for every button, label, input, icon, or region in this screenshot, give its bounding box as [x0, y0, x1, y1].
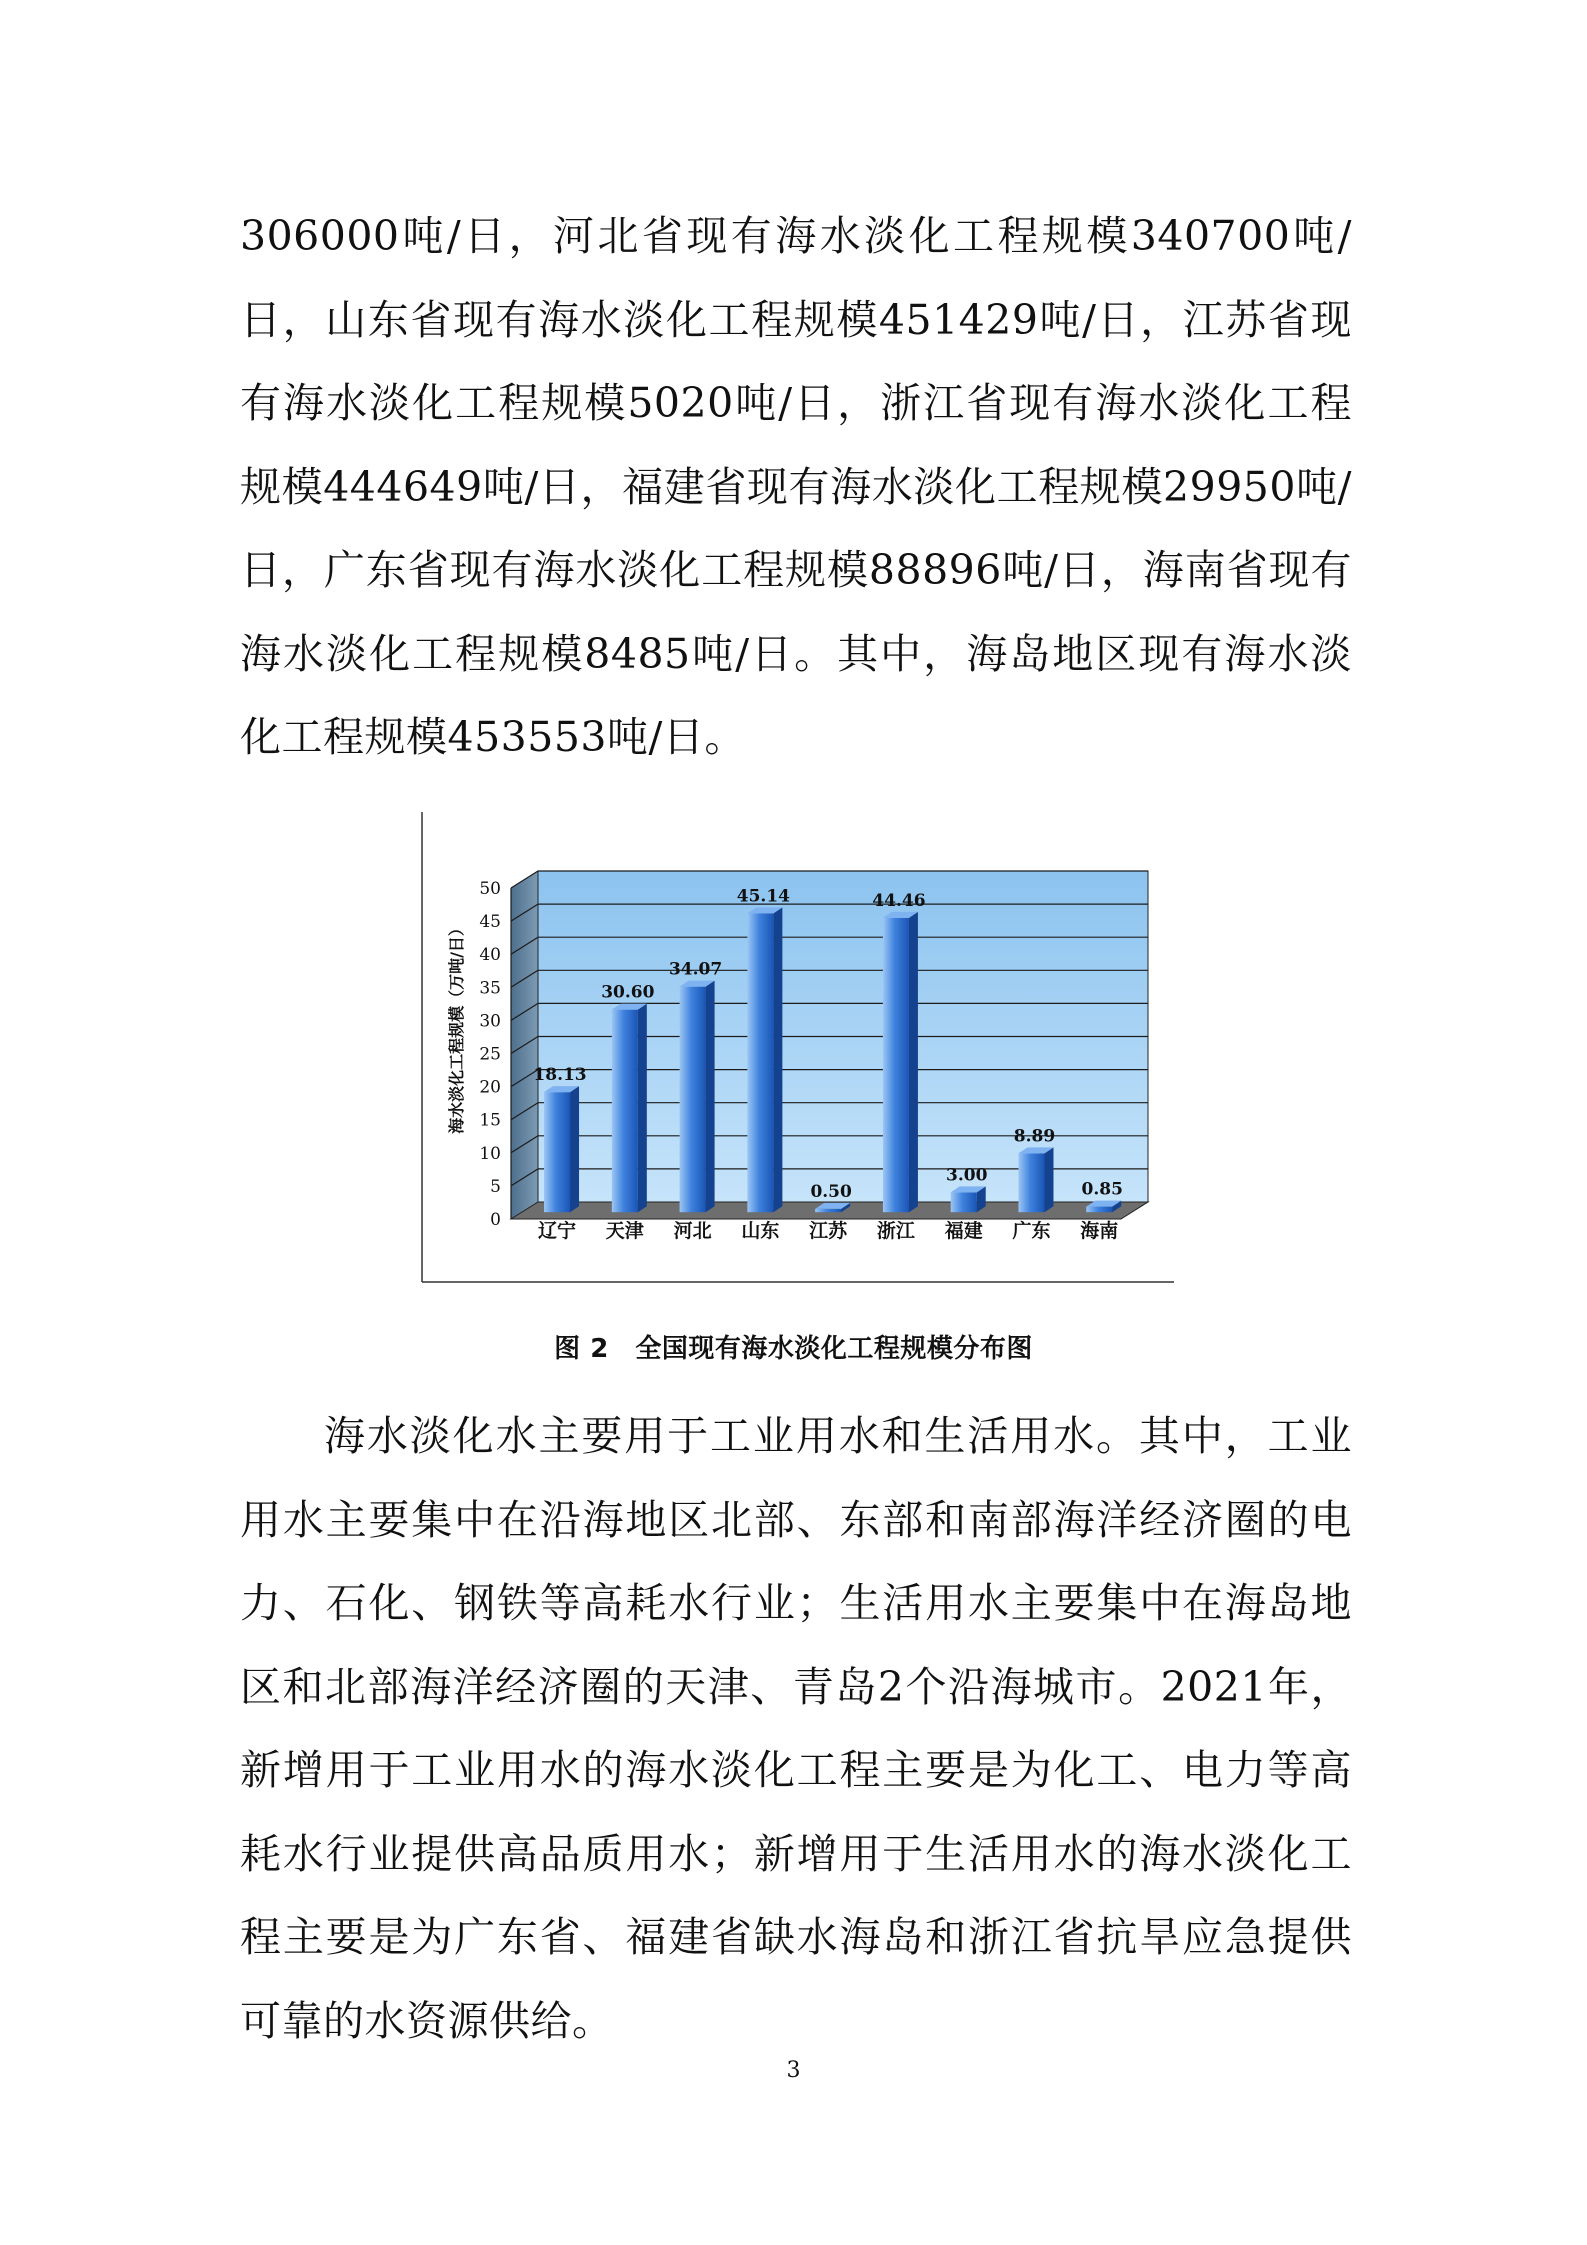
x-tick-label: 福建 — [944, 1220, 983, 1242]
bar-front — [951, 1192, 977, 1212]
plot-area — [479, 871, 1148, 1242]
bar-side — [706, 981, 715, 1213]
y-axis-label: 海水淡化工程规模（万吨/日） — [447, 920, 466, 1134]
y-tick-label: 20 — [479, 1077, 501, 1098]
bar-value-label: 0.50 — [810, 1181, 852, 1202]
bar-front — [1018, 1153, 1044, 1212]
y-tick-label: 25 — [479, 1044, 501, 1065]
y-tick-label: 5 — [490, 1176, 501, 1197]
bar-side — [909, 912, 918, 1212]
x-tick-label: 天津 — [605, 1220, 644, 1242]
y-tick-label: 50 — [479, 879, 501, 899]
bar-front — [815, 1209, 841, 1212]
bar-front — [747, 913, 773, 1212]
x-tick-label: 河北 — [673, 1220, 712, 1242]
y-tick-label: 40 — [479, 945, 501, 966]
y-tick-label: 15 — [479, 1110, 501, 1131]
bar-front — [1086, 1207, 1112, 1213]
figure-caption: 图 2 全国现有海水淡化工程规模分布图 — [554, 1334, 1033, 1364]
bar-value-label: 44.46 — [872, 890, 926, 911]
x-tick-label: 山东 — [741, 1220, 780, 1242]
bar-side — [570, 1086, 579, 1212]
y-tick-label: 35 — [479, 978, 501, 999]
bar-value-label: 0.85 — [1081, 1179, 1123, 1200]
bar-chart-svg — [420, 812, 1174, 1284]
x-tick-label: 江苏 — [809, 1220, 848, 1242]
bar-value-label: 34.07 — [668, 959, 723, 980]
bar-value-label: 30.60 — [601, 982, 655, 1003]
x-tick-label: 辽宁 — [538, 1220, 577, 1242]
bar-value-label: 18.13 — [533, 1065, 587, 1086]
bar-chart — [420, 812, 1174, 1284]
y-tick-label: 45 — [479, 912, 501, 933]
y-tick-label: 0 — [490, 1210, 501, 1230]
x-tick-label: 浙江 — [876, 1220, 915, 1242]
page-number: 3 — [786, 2058, 801, 2083]
y-tick-label: 30 — [479, 1011, 501, 1032]
bar-value-label: 3.00 — [946, 1165, 988, 1186]
bar-side — [638, 1004, 647, 1213]
bar-side — [773, 907, 782, 1212]
bar-value-label: 8.89 — [1013, 1126, 1056, 1147]
paragraph-desalination-usage: 海水淡化水主要用于工业用水和生活用水。其中，工业用水主要集中在沿海地区北部、东部和南部海洋经济圈的电力、石化、钢铁等高耗水行业；生活用水主要集中在海岛地区和北部海洋经济圈的天津、青岛2个沿海城市。2021年，新增用于工业用水的海水淡化工程主要是为化工、电力等高耗水行业提供高品质用水；新增用于生活用水的海水淡化工程主要是为广东省、福建省缺水海岛和浙江省抗旱应急提供可靠的水资源供给。 — [240, 1412, 1352, 2045]
bar-front — [680, 987, 706, 1213]
bar-front — [883, 918, 909, 1212]
x-tick-label: 海南 — [1080, 1220, 1119, 1242]
bar-front — [612, 1010, 638, 1213]
x-tick-label: 广东 — [1012, 1220, 1051, 1242]
y-tick-label: 10 — [479, 1143, 501, 1164]
bar-front — [544, 1092, 570, 1212]
bar-side — [1044, 1147, 1053, 1212]
bar-value-label: 45.14 — [736, 886, 790, 907]
paragraph-desalination-scale: 306000吨/日，河北省现有海水淡化工程规模340700吨/日，山东省现有海水淡化工程规模451429吨/日，江苏省现有海水淡化工程规模5020吨/日，浙江省现有海水淡化工程规模444649吨/日，福建省现有海水淡化工程规模29950吨/日，广东省现有海水淡化工程规模88896吨/日，海南省现有海水淡化工程规模8485吨/日。其中，海岛地区现有海水淡化工程规模453553吨/日。 — [240, 212, 1352, 761]
